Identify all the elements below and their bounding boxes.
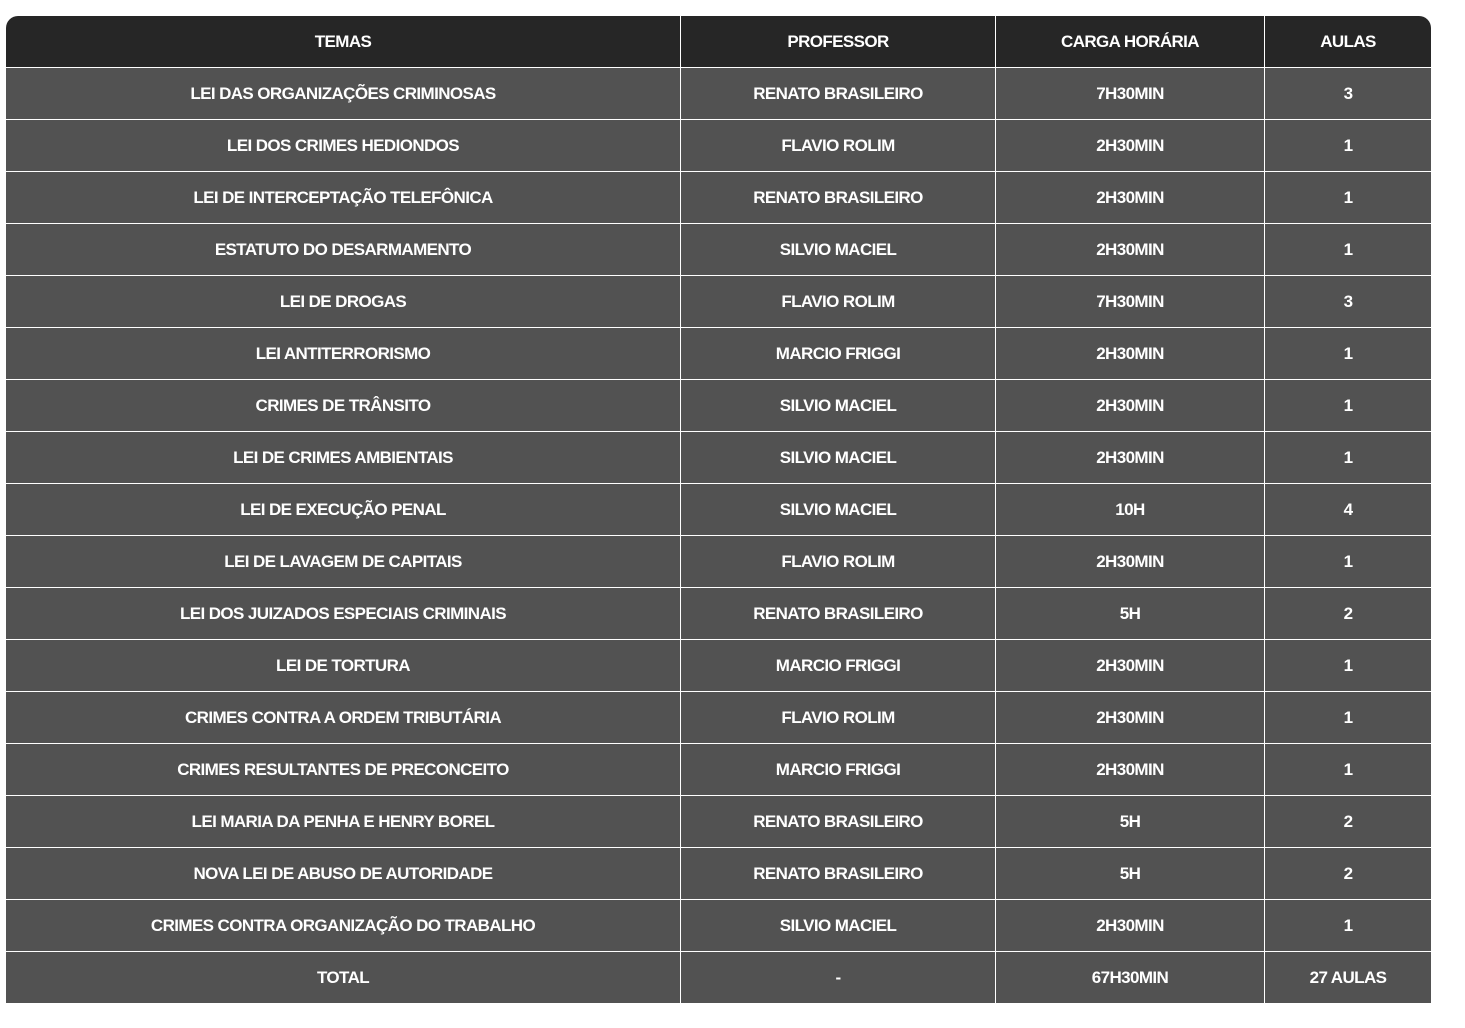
carga-horaria-cell: 7H30MIN bbox=[996, 276, 1265, 328]
tema-cell: LEI ANTITERRORISMO bbox=[6, 328, 681, 380]
table-row bbox=[6, 120, 1431, 172]
table-row bbox=[6, 692, 1431, 744]
carga-horaria-cell: 7H30MIN bbox=[996, 68, 1265, 120]
table-row bbox=[6, 224, 1431, 276]
tema-cell: CRIMES DE TRÂNSITO bbox=[6, 380, 681, 432]
total-row bbox=[6, 952, 1431, 1003]
table-row bbox=[6, 536, 1431, 588]
course-schedule-table-container bbox=[6, 16, 1431, 1003]
table-row bbox=[6, 380, 1431, 432]
professor-cell: FLAVIO ROLIM bbox=[681, 536, 996, 588]
table-row bbox=[6, 796, 1431, 848]
header-aulas: AULAS bbox=[1265, 16, 1431, 68]
header-temas: TEMAS bbox=[6, 16, 681, 68]
carga-horaria-cell: 2H30MIN bbox=[996, 224, 1265, 276]
aulas-cell: 1 bbox=[1265, 900, 1431, 952]
table-row bbox=[6, 900, 1431, 952]
tema-cell: LEI DE EXECUÇÃO PENAL bbox=[6, 484, 681, 536]
tema-cell: LEI DE TORTURA bbox=[6, 640, 681, 692]
table-body bbox=[6, 68, 1431, 1003]
aulas-cell: 2 bbox=[1265, 588, 1431, 640]
aulas-cell: 1 bbox=[1265, 744, 1431, 796]
table-row bbox=[6, 744, 1431, 796]
table-header bbox=[6, 16, 1431, 68]
professor-cell: FLAVIO ROLIM bbox=[681, 120, 996, 172]
tema-cell: LEI DOS CRIMES HEDIONDOS bbox=[6, 120, 681, 172]
professor-cell: SILVIO MACIEL bbox=[681, 432, 996, 484]
professor-cell: RENATO BRASILEIRO bbox=[681, 68, 996, 120]
aulas-cell: 1 bbox=[1265, 328, 1431, 380]
professor-cell: RENATO BRASILEIRO bbox=[681, 588, 996, 640]
professor-cell: RENATO BRASILEIRO bbox=[681, 796, 996, 848]
professor-cell: SILVIO MACIEL bbox=[681, 224, 996, 276]
table-row bbox=[6, 484, 1431, 536]
tema-cell: NOVA LEI DE ABUSO DE AUTORIDADE bbox=[6, 848, 681, 900]
aulas-cell: 1 bbox=[1265, 692, 1431, 744]
professor-cell: SILVIO MACIEL bbox=[681, 900, 996, 952]
table-row bbox=[6, 848, 1431, 900]
table-row bbox=[6, 68, 1431, 120]
tema-cell: LEI DAS ORGANIZAÇÕES CRIMINOSAS bbox=[6, 68, 681, 120]
carga-horaria-cell: 2H30MIN bbox=[996, 536, 1265, 588]
carga-horaria-cell: 2H30MIN bbox=[996, 692, 1265, 744]
professor-cell: SILVIO MACIEL bbox=[681, 484, 996, 536]
header-carga-horaria: CARGA HORÁRIA bbox=[996, 16, 1265, 68]
table-row bbox=[6, 640, 1431, 692]
professor-cell: FLAVIO ROLIM bbox=[681, 276, 996, 328]
tema-cell: LEI DE DROGAS bbox=[6, 276, 681, 328]
tema-cell: ESTATUTO DO DESARMAMENTO bbox=[6, 224, 681, 276]
tema-cell: CRIMES RESULTANTES DE PRECONCEITO bbox=[6, 744, 681, 796]
professor-cell: SILVIO MACIEL bbox=[681, 380, 996, 432]
aulas-cell: 1 bbox=[1265, 536, 1431, 588]
aulas-cell: 4 bbox=[1265, 484, 1431, 536]
carga-horaria-cell: 2H30MIN bbox=[996, 432, 1265, 484]
tema-cell: LEI DE INTERCEPTAÇÃO TELEFÔNICA bbox=[6, 172, 681, 224]
aulas-cell: 1 bbox=[1265, 640, 1431, 692]
carga-horaria-cell: 2H30MIN bbox=[996, 328, 1265, 380]
tema-cell: LEI DE LAVAGEM DE CAPITAIS bbox=[6, 536, 681, 588]
professor-cell: MARCIO FRIGGI bbox=[681, 744, 996, 796]
aulas-cell: 2 bbox=[1265, 848, 1431, 900]
tema-cell: CRIMES CONTRA ORGANIZAÇÃO DO TRABALHO bbox=[6, 900, 681, 952]
aulas-cell: 1 bbox=[1265, 432, 1431, 484]
carga-horaria-cell: 2H30MIN bbox=[996, 380, 1265, 432]
aulas-cell: 1 bbox=[1265, 224, 1431, 276]
header-row bbox=[6, 16, 1431, 68]
aulas-cell: 1 bbox=[1265, 172, 1431, 224]
aulas-cell: 1 bbox=[1265, 380, 1431, 432]
course-schedule-table bbox=[6, 16, 1431, 1003]
professor-cell: RENATO BRASILEIRO bbox=[681, 848, 996, 900]
table-row bbox=[6, 588, 1431, 640]
aulas-cell: 3 bbox=[1265, 68, 1431, 120]
table-row bbox=[6, 432, 1431, 484]
carga-horaria-cell: 2H30MIN bbox=[996, 120, 1265, 172]
aulas-cell: 2 bbox=[1265, 796, 1431, 848]
carga-horaria-cell: 5H bbox=[996, 796, 1265, 848]
aulas-cell: 3 bbox=[1265, 276, 1431, 328]
carga-horaria-cell: 2H30MIN bbox=[996, 744, 1265, 796]
professor-cell: RENATO BRASILEIRO bbox=[681, 172, 996, 224]
carga-horaria-cell: 10H bbox=[996, 484, 1265, 536]
total-label: TOTAL bbox=[6, 952, 681, 1003]
tema-cell: LEI DE CRIMES AMBIENTAIS bbox=[6, 432, 681, 484]
carga-horaria-cell: 5H bbox=[996, 848, 1265, 900]
total-aulas: 27 AULAS bbox=[1265, 952, 1431, 1003]
table-row bbox=[6, 276, 1431, 328]
table-row bbox=[6, 172, 1431, 224]
table-row bbox=[6, 328, 1431, 380]
carga-horaria-cell: 2H30MIN bbox=[996, 900, 1265, 952]
carga-horaria-cell: 2H30MIN bbox=[996, 640, 1265, 692]
professor-cell: MARCIO FRIGGI bbox=[681, 640, 996, 692]
professor-cell: FLAVIO ROLIM bbox=[681, 692, 996, 744]
carga-horaria-cell: 2H30MIN bbox=[996, 172, 1265, 224]
aulas-cell: 1 bbox=[1265, 120, 1431, 172]
professor-cell: MARCIO FRIGGI bbox=[681, 328, 996, 380]
tema-cell: CRIMES CONTRA A ORDEM TRIBUTÁRIA bbox=[6, 692, 681, 744]
tema-cell: LEI DOS JUIZADOS ESPECIAIS CRIMINAIS bbox=[6, 588, 681, 640]
carga-horaria-cell: 5H bbox=[996, 588, 1265, 640]
header-professor: PROFESSOR bbox=[681, 16, 996, 68]
total-carga-horaria: 67H30MIN bbox=[996, 952, 1265, 1003]
tema-cell: LEI MARIA DA PENHA E HENRY BOREL bbox=[6, 796, 681, 848]
total-professor: - bbox=[681, 952, 996, 1003]
